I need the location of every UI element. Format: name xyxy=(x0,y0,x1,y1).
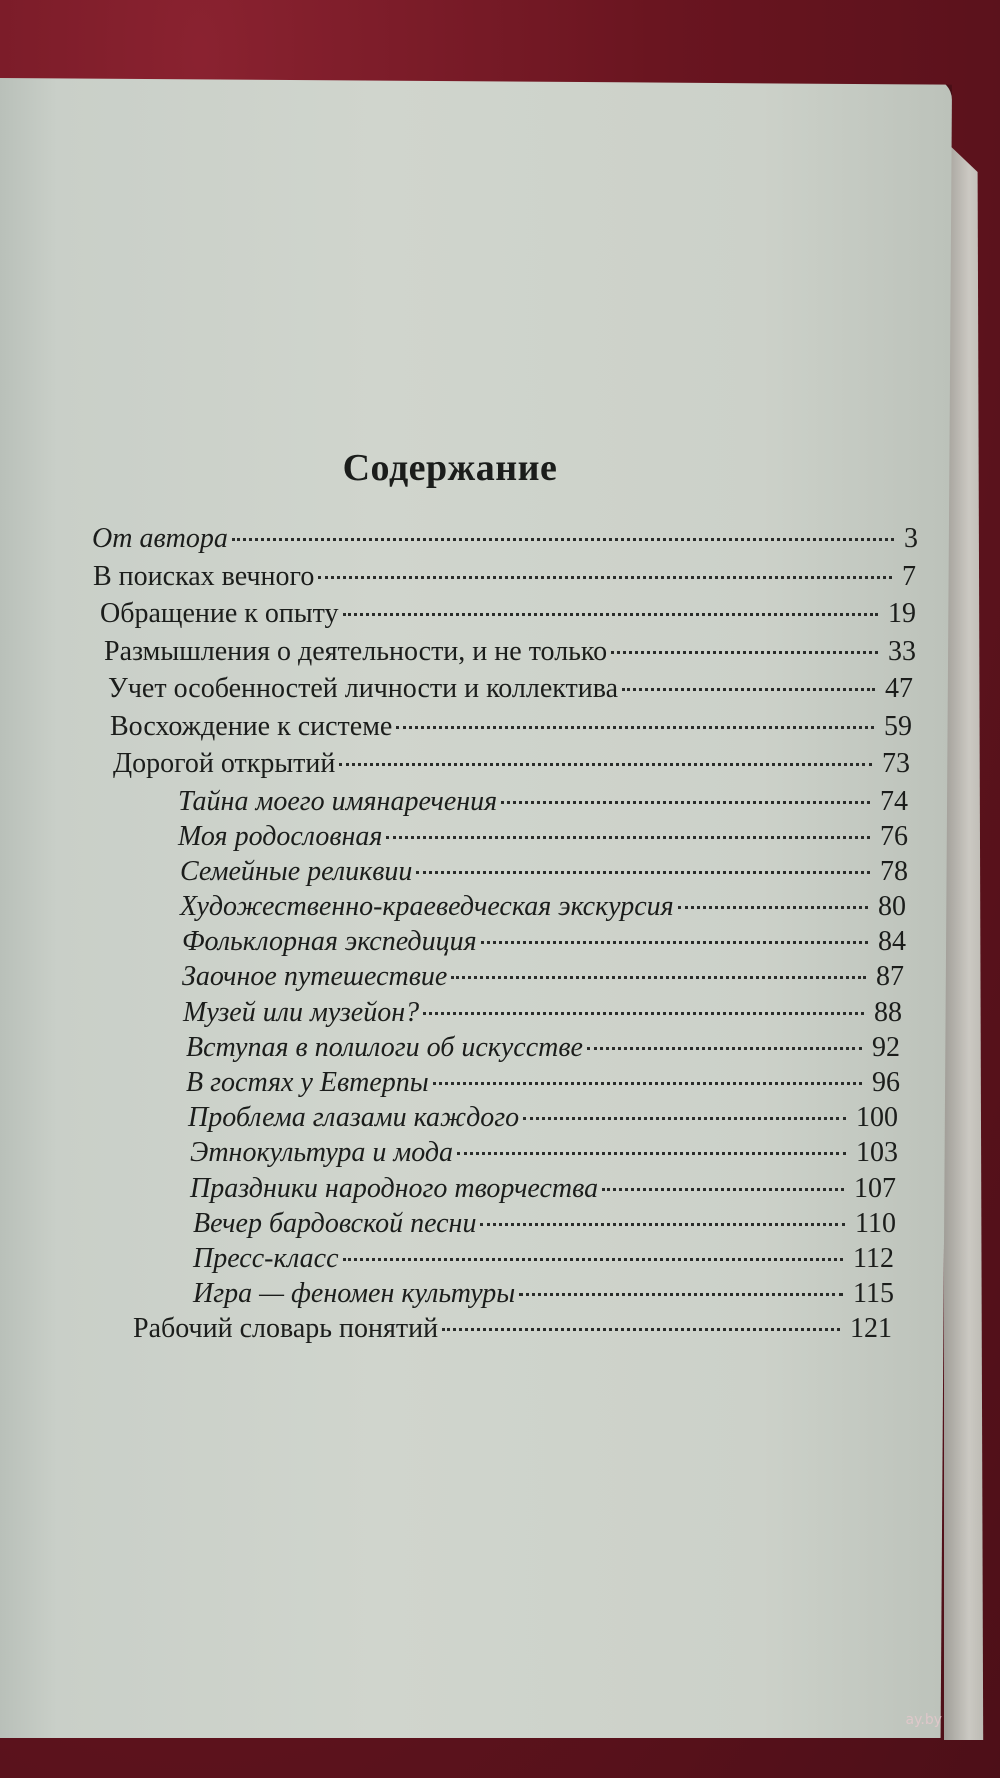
dot-leader xyxy=(678,906,868,909)
dot-leader xyxy=(611,651,878,654)
dot-leader xyxy=(423,1012,864,1015)
toc-entry xyxy=(0,710,1000,748)
toc-entry-page: 87 xyxy=(876,961,904,993)
toc-entry-page: 84 xyxy=(878,926,906,958)
toc-entry-page: 103 xyxy=(856,1137,898,1169)
dot-leader xyxy=(622,688,875,691)
toc-entry-page: 78 xyxy=(880,855,908,887)
toc-entry-label: Размышления о деятельности, и не только xyxy=(104,635,608,667)
toc-subentry xyxy=(0,1277,1000,1312)
toc-entry-label: Восхождение к системе xyxy=(110,710,393,742)
toc-entry-label: Художественно-краеведческая экскурсия xyxy=(180,891,674,923)
dot-leader xyxy=(442,1328,840,1331)
toc-entry-label: Дорогой открытий xyxy=(113,748,336,779)
toc-subentry xyxy=(0,785,1000,820)
toc-entry-label: Вечер бардовской песни xyxy=(193,1207,477,1239)
toc-entry-page: 115 xyxy=(853,1278,894,1310)
toc-entry-page: 80 xyxy=(878,891,906,923)
toc-entry-label: Рабочий словарь понятий xyxy=(133,1313,439,1345)
dot-leader xyxy=(481,941,868,944)
toc-entry-label: Игра — феномен культуры xyxy=(193,1278,516,1310)
toc-subentry xyxy=(0,890,1000,925)
toc-subentry xyxy=(0,925,1000,960)
dot-leader xyxy=(232,538,894,541)
toc-entry-page: 100 xyxy=(856,1102,898,1134)
toc-subentry xyxy=(0,1242,1000,1277)
dot-leader xyxy=(396,726,874,729)
dot-leader xyxy=(339,763,872,766)
toc-entry-label: Праздники народного творчества xyxy=(190,1172,599,1204)
toc-entry xyxy=(0,635,1000,673)
toc-entry-label: Заочное путешествие xyxy=(182,961,448,993)
toc-entry-label: Тайна моего имянаречения xyxy=(178,785,498,817)
toc-entry-page: 3 xyxy=(904,523,918,554)
toc-subentry xyxy=(0,1066,1000,1101)
toc-entry-page: 121 xyxy=(850,1313,892,1345)
toc-subentry xyxy=(0,1101,1000,1136)
toc-entry xyxy=(0,560,1000,598)
toc-list xyxy=(0,522,1000,1350)
toc-entry-page: 33 xyxy=(888,635,916,667)
dot-leader xyxy=(519,1293,843,1296)
toc-entry-label: Учет особенностей личности и коллектива xyxy=(108,673,619,704)
dot-leader xyxy=(480,1223,845,1226)
toc-entry-label: Этнокультура и мода xyxy=(190,1137,454,1169)
toc-entry-label: В поисках вечного xyxy=(93,560,315,592)
toc-entry xyxy=(0,672,1000,710)
toc-entry-page: 112 xyxy=(853,1242,894,1274)
toc-entry-label: Семейные реликвии xyxy=(180,855,413,887)
toc-title: Содержание xyxy=(342,447,558,489)
dot-leader xyxy=(501,801,870,804)
toc-subentry xyxy=(0,1136,1000,1171)
toc-entry xyxy=(0,522,1000,560)
dot-leader xyxy=(343,613,878,616)
dot-leader xyxy=(433,1082,862,1085)
toc-entry-label: В гостях у Евтерпы xyxy=(186,1067,429,1098)
dot-leader xyxy=(602,1188,844,1191)
toc-entry-label: Музей или музейон? xyxy=(183,996,420,1028)
toc-subentry xyxy=(0,855,1000,890)
dot-leader xyxy=(343,1258,844,1261)
dot-leader xyxy=(523,1117,846,1120)
toc-entry-page: 73 xyxy=(882,748,910,779)
toc-entry-page: 76 xyxy=(880,820,908,852)
toc-subentry xyxy=(0,996,1000,1031)
toc-entry-label: Вступая в полилоги об искусстве xyxy=(186,1031,583,1063)
toc-entry-page: 110 xyxy=(855,1207,896,1239)
dot-leader xyxy=(318,576,892,579)
toc-entry-label: Моя родословная xyxy=(178,820,383,852)
toc-entry-page: 88 xyxy=(874,996,902,1028)
toc-entry-page: 107 xyxy=(854,1172,896,1204)
dot-leader xyxy=(587,1047,862,1050)
toc-entry-page: 59 xyxy=(884,710,912,742)
toc-entry-label: Пресс-класс xyxy=(193,1242,339,1274)
toc-subentry xyxy=(0,1207,1000,1242)
toc-subentry xyxy=(0,1031,1000,1066)
toc-entry-label: От автора xyxy=(92,523,228,554)
watermark: ay.by xyxy=(905,1712,942,1728)
toc-entry xyxy=(0,747,1000,785)
dot-leader xyxy=(386,836,870,839)
toc-entry-page: 19 xyxy=(888,598,916,629)
dot-leader xyxy=(451,976,866,979)
toc-entry xyxy=(0,1312,1000,1350)
toc-entry-page: 92 xyxy=(872,1031,900,1063)
dot-leader xyxy=(416,871,870,874)
toc-entry-page: 96 xyxy=(872,1067,900,1098)
toc-subentry xyxy=(0,1172,1000,1207)
toc-entry-page: 7 xyxy=(902,560,916,592)
toc-entry xyxy=(0,597,1000,635)
toc-entry-label: Проблема глазами каждого xyxy=(188,1102,520,1134)
toc-subentry xyxy=(0,820,1000,855)
dot-leader xyxy=(457,1152,846,1155)
toc-entry-label: Обращение к опыту xyxy=(100,598,339,629)
toc-entry-label: Фольклорная экспедиция xyxy=(182,926,477,958)
toc-entry-page: 47 xyxy=(885,673,913,704)
toc-subentry xyxy=(0,960,1000,995)
toc-entry-page: 74 xyxy=(880,785,908,817)
